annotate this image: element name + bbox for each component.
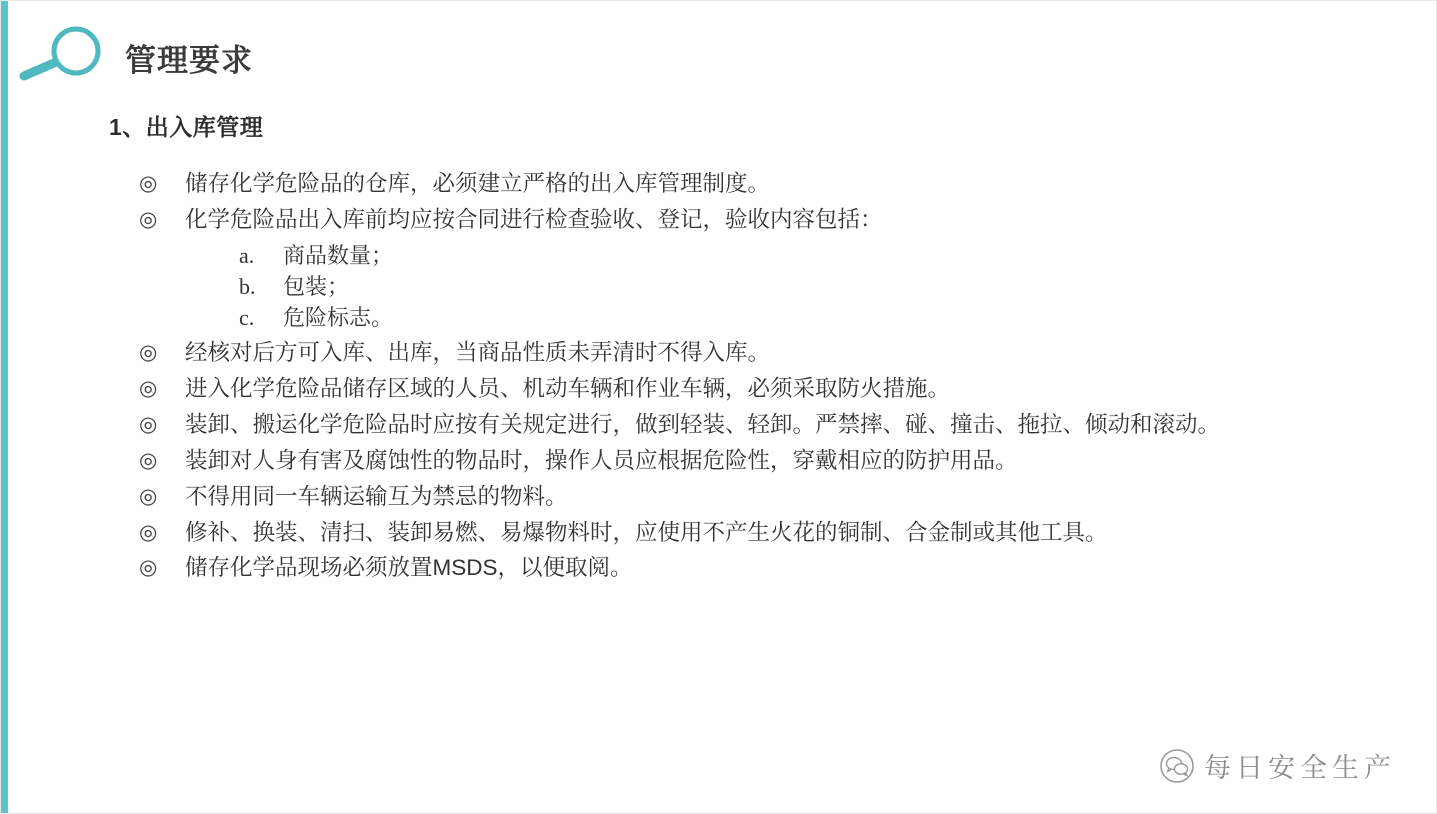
sub-list-item-text: 包装； — [283, 273, 350, 299]
bullet-marker-icon: ◎ — [139, 207, 158, 231]
slide-header — [1, 1, 1436, 101]
sub-list-item — [239, 240, 1299, 271]
magnifier-icon — [14, 23, 110, 83]
list-item-text: 装卸、搬运化学危险品时应按有关规定进行，做到轻装、轻卸。严禁摔、碰、撞击、拖拉、倾动和滚动。 — [185, 412, 1221, 438]
sub-list — [139, 240, 1299, 334]
sub-list-item — [239, 271, 1299, 302]
list-item-text: 修补、换装、清扫、装卸易燃、易爆物料时，应使用不产生火花的铜制、合金制或其他工具。 — [185, 519, 1108, 545]
list-item — [139, 204, 1299, 237]
bullet-marker-icon: ◎ — [139, 172, 158, 195]
list-item — [139, 552, 1299, 585]
sub-list-marker: c. — [239, 305, 255, 331]
list-item — [139, 481, 1299, 514]
watermark — [1160, 746, 1396, 785]
bullet-marker-icon: ◎ — [139, 556, 158, 580]
bullet-marker-icon: ◎ — [139, 341, 158, 365]
bullet-marker-icon: ◎ — [139, 448, 158, 472]
page-title: 管理要求 — [125, 43, 253, 78]
sub-list-item-text: 商品数量； — [283, 242, 394, 268]
list-item — [139, 445, 1299, 478]
slide-content — [1, 109, 1437, 588]
bullet-list — [139, 168, 1299, 585]
list-item-text: 不得用同一车辆运输互为禁忌的物料。 — [185, 483, 568, 509]
list-item-text: 储存化学危险品的仓库，必须建立严格的出入库管理制度。 — [185, 171, 771, 196]
list-item — [139, 409, 1299, 442]
bullet-marker-icon: ◎ — [139, 484, 158, 508]
list-item-text: 经核对后方可入库、出库，当商品性质未弄清时不得入库。 — [185, 340, 771, 366]
bullet-marker-icon: ◎ — [139, 413, 158, 437]
list-item — [139, 373, 1299, 406]
sub-list-item — [239, 302, 1299, 333]
section-title: 1、出入库管理 — [109, 114, 264, 140]
bullet-marker-icon: ◎ — [139, 377, 158, 401]
list-item — [139, 337, 1299, 370]
sub-list-marker: b. — [239, 273, 256, 299]
sub-list-item-text: 危险标志。 — [283, 305, 394, 331]
wechat-icon — [1160, 749, 1194, 783]
list-item-text: 储存化学品现场必须放置MSDS，以便取阅。 — [185, 555, 633, 581]
list-item — [139, 168, 1299, 201]
bullet-marker-icon: ◎ — [139, 520, 158, 544]
list-item — [139, 517, 1299, 550]
list-item-text: 化学危险品出入库前均应按合同进行检查验收、登记，验收内容包括： — [185, 206, 883, 232]
watermark-text: 每日安全生产 — [1204, 753, 1396, 783]
sub-list-marker: a. — [239, 242, 255, 268]
list-item-text: 装卸对人身有害及腐蚀性的物品时，操作人员应根据危险性，穿戴相应的防护用品。 — [185, 447, 1018, 473]
list-item-text: 进入化学危险品储存区域的人员、机动车辆和作业车辆，必须采取防火措施。 — [185, 376, 951, 402]
